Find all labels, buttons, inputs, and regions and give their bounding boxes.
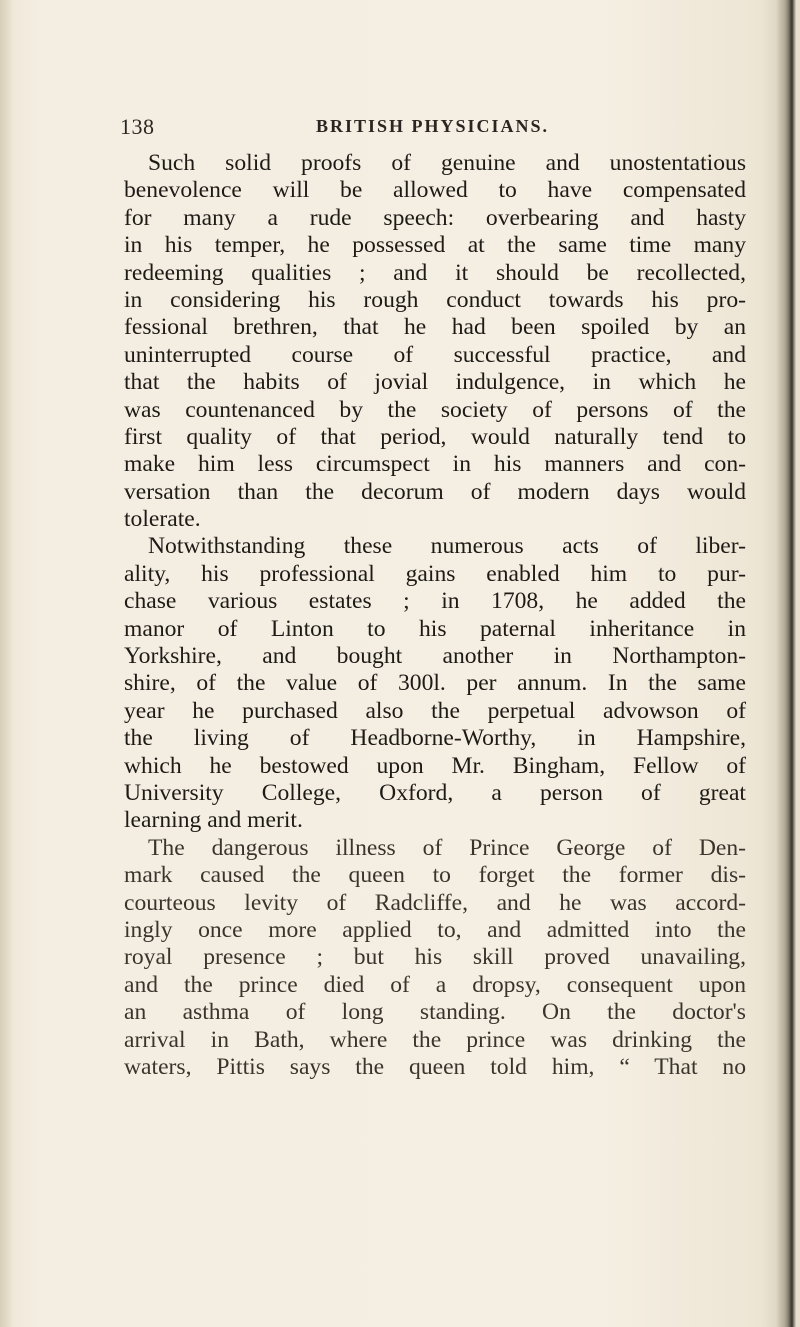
page-number: 138 (120, 114, 155, 139)
gutter-shadow (0, 0, 14, 1327)
text-line: manor of Linton to his paternal inheritance in (124, 615, 746, 642)
text-line: and the prince died of a dropsy, consequent upon (124, 971, 746, 998)
text-line: Such solid proofs of genuine and unostentatious (148, 150, 746, 176)
text-line: mark caused the queen to forget the former dis- (124, 862, 746, 889)
text-line: year he purchased also the perpetual advowson of (124, 697, 746, 724)
text-line: learning and merit. (124, 807, 303, 834)
text-line: that the habits of jovial indulgence, in which he (124, 369, 746, 396)
text-line: benevolence will be allowed to have compensated (124, 177, 746, 204)
text-line: which he bestowed upon Mr. Bingham, Fellow of (124, 752, 746, 779)
text-line: first quality of that period, would naturally tend to (124, 423, 746, 450)
text-line: arrival in Bath, where the prince was drinking the (124, 1026, 746, 1053)
text-line: in his temper, he possessed at the same time many (124, 232, 746, 259)
text-line: was countenanced by the society of persons of the (124, 396, 746, 423)
text-line: shire, of the value of 300l. per annum. In the same (124, 670, 746, 697)
body-text (124, 150, 746, 1081)
text-line: Notwithstanding these numerous acts of liber- (148, 533, 746, 560)
text-line: fessional brethren, that he had been spoiled by an (124, 314, 746, 341)
text-line: versation than the decorum of modern days would (124, 478, 746, 505)
text-line: an asthma of long standing. On the doctor's (124, 999, 746, 1026)
text-line: ingly once more applied to, and admitted into the (124, 916, 746, 943)
text-line: royal presence ; but his skill proved unavailing, (124, 944, 746, 971)
text-line: make him less circumspect in his manners and con- (124, 451, 746, 478)
text-line: The dangerous illness of Prince George of Den- (148, 834, 746, 861)
text-line: courteous levity of Radcliffe, and he was accord- (124, 889, 746, 916)
text-line: waters, Pittis says the queen told him, “ That no (124, 1053, 746, 1080)
text-line: uninterrupted course of successful practice, and (124, 341, 746, 368)
text-line: in considering his rough conduct towards his pro- (124, 286, 746, 313)
text-line: the living of Headborne-Worthy, in Hampshire, (124, 725, 746, 752)
text-line: University College, Oxford, a person of great (124, 779, 746, 806)
text-line: tolerate. (124, 506, 201, 533)
text-line: chase various estates ; in 1708, he added the (124, 588, 746, 615)
text-line: Yorkshire, and bought another in Northampton- (124, 643, 746, 670)
text-line: redeeming qualities ; and it should be recollected, (124, 259, 746, 286)
text-line: ality, his professional gains enabled him to pur- (124, 560, 746, 587)
page-title: BRITISH PHYSICIANS. (316, 116, 550, 136)
running-head (120, 114, 760, 144)
text-line: for many a rude speech: overbearing and hasty (124, 204, 746, 231)
page-edge (776, 0, 796, 1327)
